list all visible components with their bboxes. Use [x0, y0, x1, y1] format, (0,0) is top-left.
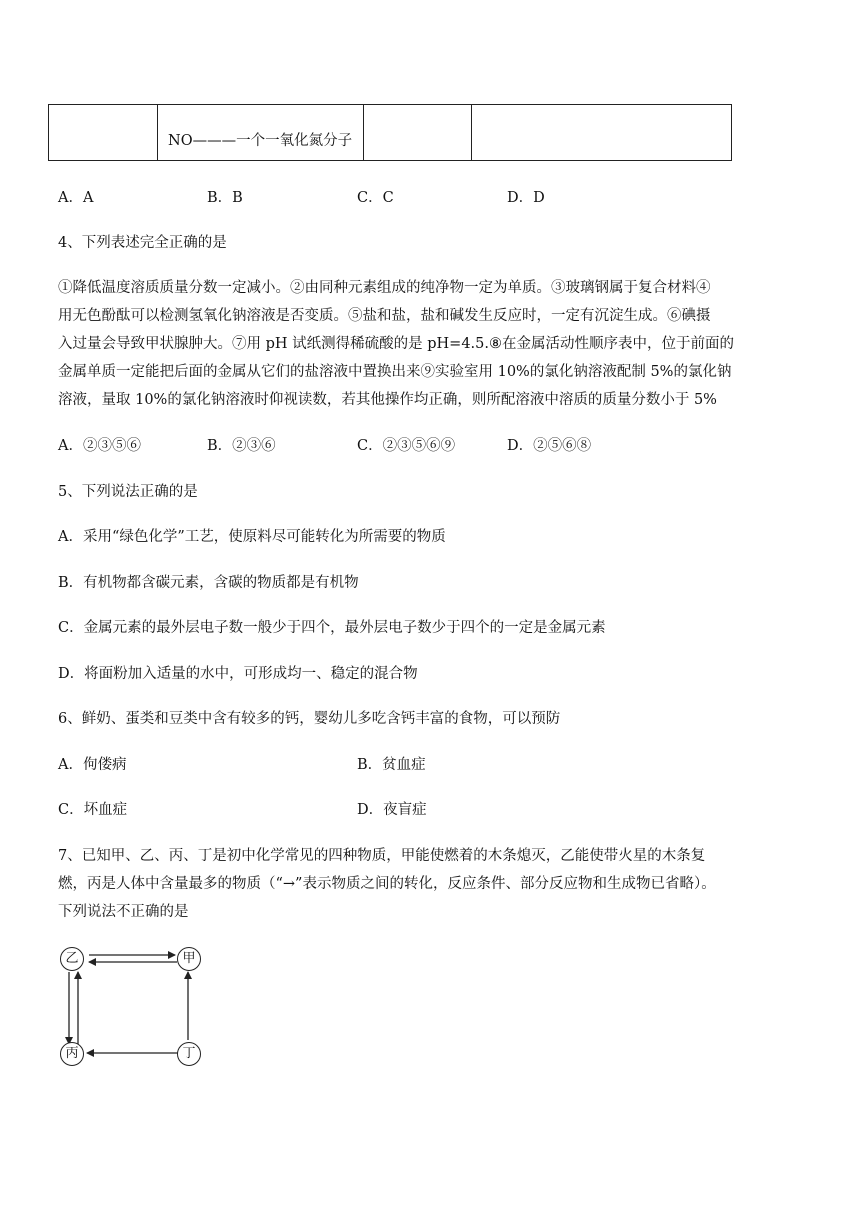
q4-stem: 4、下列表述完全正确的是 [58, 235, 227, 251]
q4-body-line: 用无色酚酞可以检测氢氧化钠溶液是否变质。⑤盐和盐，盐和碱发生反应时，一定有沉淀生成。⑥碘摄 [58, 308, 711, 324]
node-yi: 乙 [60, 947, 84, 971]
q4-body-line: 金属单质一定能把后面的金属从它们的盐溶液中置换出来⑨实验室用 10%的氯化钠溶液配制 5%的氯化钠 [58, 364, 732, 380]
q4-body-line: 入过量会导致甲状腺肿大。⑦用 pH 试纸测得稀硫酸的是 pH=4.5.⑧在金属活动性顺序表中，位于前面的 [58, 336, 734, 352]
q4-option-d: D．②⑤⑥⑧ [507, 438, 592, 454]
q4-body-line: 溶液，量取 10%的氯化钠溶液时仰视读数，若其他操作均正确，则所配溶液中溶质的质量分数小于 5% [58, 392, 717, 408]
node-jia: 甲 [177, 947, 201, 971]
q5-option-b: B．有机物都含碳元素，含碳的物质都是有机物 [58, 575, 359, 591]
table-row [49, 105, 732, 161]
q6-option-a: A．佝偻病 [58, 757, 127, 773]
q3-option-d: D．D [507, 190, 545, 206]
q6-option-b: B．贫血症 [357, 757, 426, 773]
table-cell [49, 105, 158, 161]
q5-option-a: A．采用“绿色化学”工艺，使原料尽可能转化为所需要的物质 [58, 529, 446, 545]
q4-body-line: ①降低温度溶质质量分数一定减小。②由同种元素组成的纯净物一定为单质。③玻璃钢属于复合材料④ [58, 280, 711, 296]
q5-stem: 5、下列说法正确的是 [58, 484, 198, 500]
q5-option-d: D．将面粉加入适量的水中，可形成均一、稳定的混合物 [58, 666, 418, 682]
table-cell [364, 105, 472, 161]
q7-stem-line: 下列说法不正确的是 [58, 904, 189, 920]
node-ding: 丁 [177, 1042, 201, 1066]
q7-stem-line: 燃，丙是人体中含量最多的物质（“→”表示物质之间的转化，反应条件、部分反应物和生成物已省略）。 [58, 876, 716, 892]
table-cell [158, 105, 364, 161]
q5-option-c: C．金属元素的最外层电子数一般少于四个，最外层电子数少于四个的一定是金属元素 [58, 620, 606, 636]
answer-table [48, 104, 732, 161]
q7-diagram [55, 942, 215, 1072]
q3-option-a: A．A [58, 190, 94, 206]
q7-stem-line: 7、已知甲、乙、丙、丁是初中化学常见的四种物质，甲能使燃着的木条熄灭，乙能使带火星的木条复 [58, 848, 706, 864]
node-bing: 丙 [60, 1042, 84, 1066]
q6-option-d: D．夜盲症 [357, 802, 427, 818]
q4-option-b: B．②③⑥ [207, 438, 276, 454]
table-cell [472, 105, 732, 161]
q4-option-a: A．②③⑤⑥ [58, 438, 141, 454]
table-cell-text: NO———一个一氧化氮分子 [168, 133, 353, 149]
q4-option-c: C．②③⑤⑥⑨ [357, 438, 456, 454]
q3-option-b: B．B [207, 190, 243, 206]
q6-option-c: C．坏血症 [58, 802, 128, 818]
q6-stem: 6、鲜奶、蛋类和豆类中含有较多的钙，婴幼儿多吃含钙丰富的食物，可以预防 [58, 711, 561, 727]
q3-option-c: C．C [357, 190, 394, 206]
